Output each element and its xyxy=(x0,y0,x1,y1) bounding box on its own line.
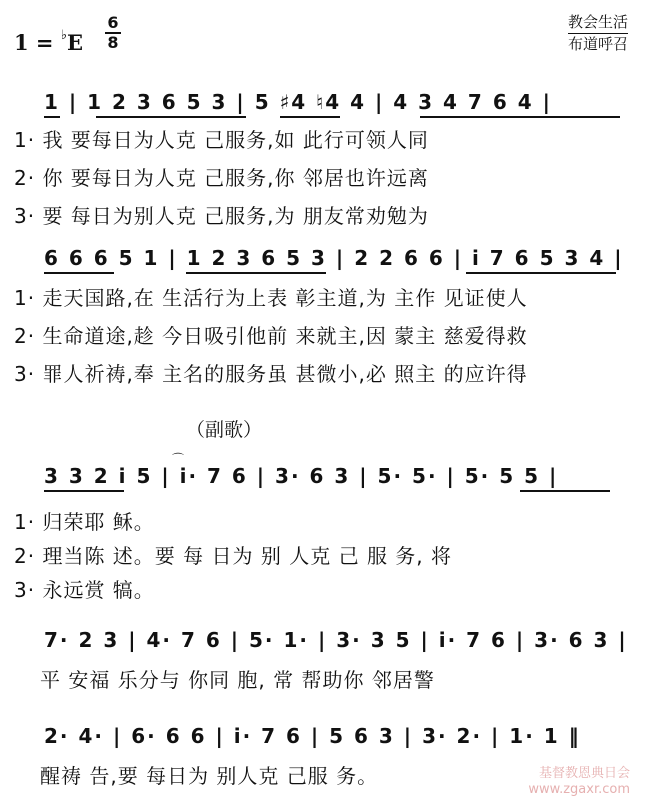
lyric-3-3: 3· 永远赏 犒。 xyxy=(14,578,155,602)
watermark-line-1: 基督教恩典日会 xyxy=(538,766,630,781)
lyric-3-1: 1· 归荣耶 稣。 xyxy=(14,510,155,534)
fermata-icon: ⌒ xyxy=(172,452,185,466)
notes-line-3: 3 3 2 i 5 | i· 7 6 | 3· 6 3 | 5· 5· | 5· 5 5 | xyxy=(44,464,559,488)
lyric-2-2: 2· 生命道途,趁 今日吸引他前 来就主,因 蒙主 慈爱得救 xyxy=(14,324,528,348)
watermark-line-2: www.zgaxr.com xyxy=(528,782,630,797)
time-top: 6 xyxy=(107,13,119,32)
notes-line-2: 6 6 6 5 1 | 1 2 3 6 5 3 | 2 2 6 6 | i 7 6 5 3 4 | xyxy=(44,246,624,270)
lyric-1-1: 1· 我 要每日为人克 己服务,如 此行可领人同 xyxy=(14,128,429,152)
time-signature xyxy=(103,14,123,52)
notes-line-5: 2· 4· | 6· 6 6 | i· 7 6 | 5 6 3 | 3· 2· | 1· 1 ‖ xyxy=(44,724,581,748)
lyric-3-2: 2· 理当陈 述。要 每 日为 别 人克 己 服 务, 将 xyxy=(14,544,453,568)
watermark xyxy=(528,766,630,798)
notes-line-1: 1 | 1 2 3 6 5 3 | 5 ♯4 ♮4 4 | 4 3 4 7 6 4 | xyxy=(44,90,552,114)
category-label xyxy=(568,12,628,54)
flat-sign: ♭ xyxy=(60,28,67,43)
lyric-5-1: 醒祷 告,要 每日为 别人克 己服 务。 xyxy=(40,764,379,788)
lyric-2-3: 3· 罪人祈祷,奉 主名的服务虽 甚微小,必 照主 的应许得 xyxy=(14,362,528,386)
lyric-4-1: 平 安福 乐分与 你同 胞, 常 帮助你 邻居警 xyxy=(40,668,435,692)
key-signature: 1 = ♭E xyxy=(14,28,83,55)
chorus-label: （副歌） xyxy=(186,419,263,441)
category-line-1: 教会生活 xyxy=(567,13,628,31)
lyric-1-3: 3· 要 每日为别人克 己服务,为 朋友常劝勉为 xyxy=(14,204,429,228)
category-line-2: 布道呼召 xyxy=(567,35,628,53)
time-bottom: 8 xyxy=(107,33,119,52)
lyric-2-1: 1· 走天国路,在 生活行为上表 彰主道,为 主作 见证使人 xyxy=(14,286,528,310)
lyric-1-2: 2· 你 要每日为人克 己服务,你 邻居也许远离 xyxy=(14,166,429,190)
notes-line-4: 7· 2 3 | 4· 7 6 | 5· 1· | 3· 3 5 | i· 7 6 | 3· 6 3 | xyxy=(44,628,628,652)
